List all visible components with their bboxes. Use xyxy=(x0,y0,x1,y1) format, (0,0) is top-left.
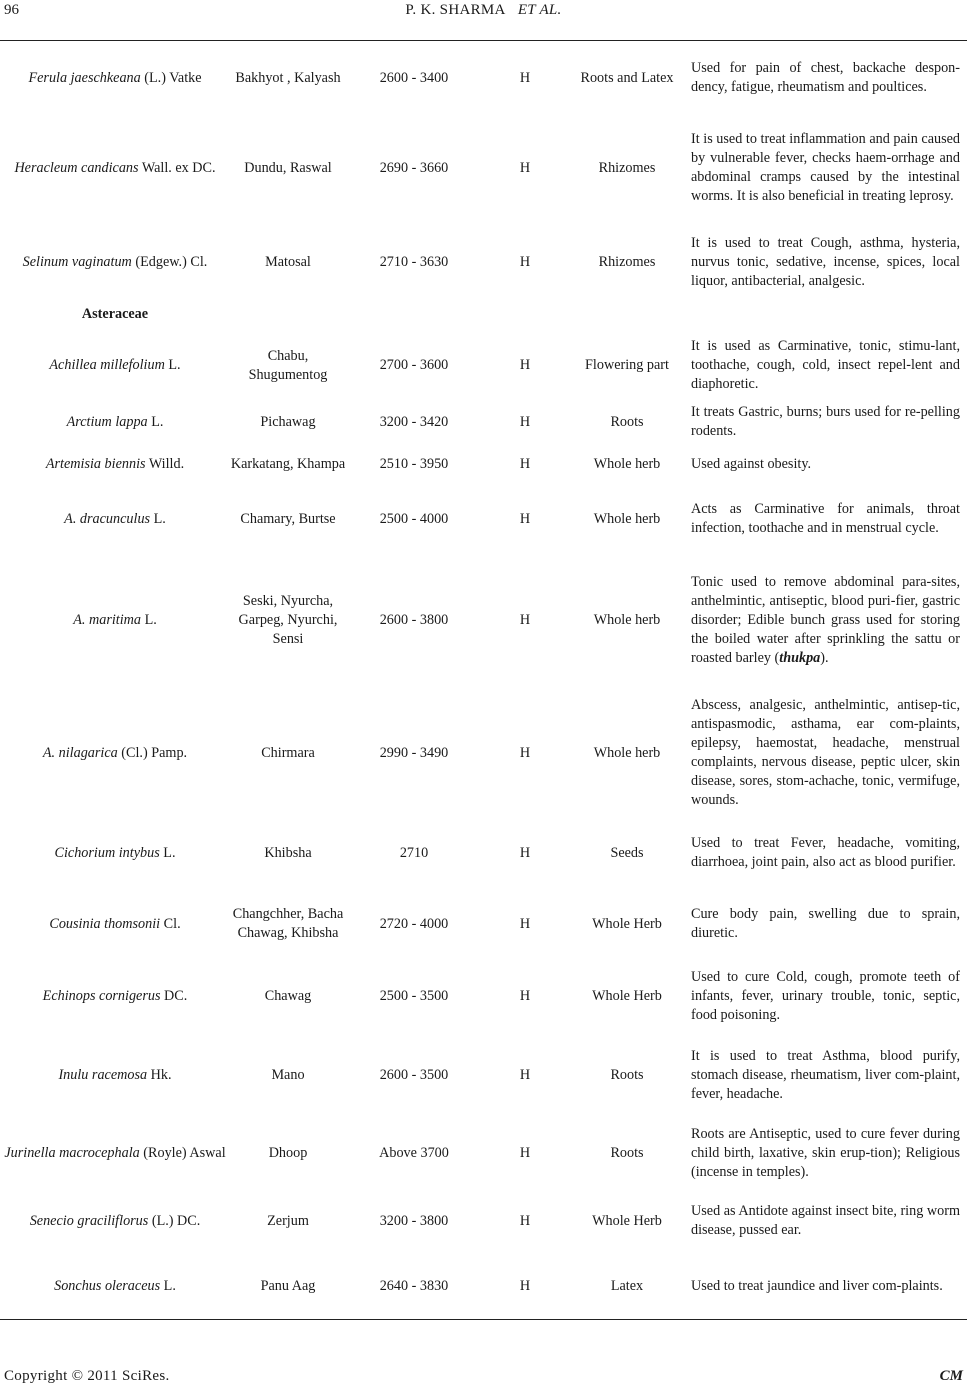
species-name xyxy=(73,611,157,630)
habit-cell: H xyxy=(519,1212,531,1229)
species-cell xyxy=(0,1194,230,1248)
species-name xyxy=(58,1066,171,1085)
local-name-cell: Seski, Nyurcha, Garpeg, Nyurchi, Sensi xyxy=(238,592,338,647)
local-name-cell: Matosal xyxy=(265,253,311,270)
species-cell xyxy=(0,492,230,546)
part-used-cell: Whole Herb xyxy=(592,1212,662,1229)
uses-cell xyxy=(691,1118,960,1188)
habit-cell: H xyxy=(519,1066,531,1083)
part-used-cell: Seeds xyxy=(610,844,644,861)
species-cell xyxy=(0,334,230,397)
species-name xyxy=(23,253,208,272)
altitude-cell: 2990 - 3490 xyxy=(379,744,449,761)
species-binomial: Cichorium intybus xyxy=(54,844,160,861)
table-row xyxy=(0,1038,967,1112)
part-used-cell: Whole herb xyxy=(593,510,661,527)
species-binomial: Echinops cornigerus xyxy=(42,987,161,1004)
uses-text xyxy=(691,500,960,538)
species-authority: L. xyxy=(147,413,164,430)
species-name xyxy=(28,69,201,88)
uses-main: Used for pain of chest, backache despon-dency, fatigue, rheumatism and poultices. xyxy=(691,60,960,95)
species-authority: L. xyxy=(159,844,176,861)
uses-cell xyxy=(691,1038,960,1112)
uses-main: It is used to treat Asthma, blood purify, stomach disease, rheumatism, liver com-plaint, fever, headache. xyxy=(691,1047,960,1102)
species-cell xyxy=(0,694,230,812)
part-used-cell: Rhizomes xyxy=(598,159,656,176)
species-binomial: Inulu racemosa xyxy=(58,1066,148,1083)
species-binomial: Artemisia biennis xyxy=(45,455,146,472)
altitude-cell: 2600 - 3800 xyxy=(379,611,449,628)
habit-cell: H xyxy=(519,455,531,472)
local-name-cell: Khibsha xyxy=(264,844,312,861)
uses-cell xyxy=(691,560,960,680)
table-row xyxy=(0,560,967,680)
species-cell xyxy=(0,1258,230,1314)
altitude-cell: 2710 - 3630 xyxy=(379,253,449,270)
species-authority: L. xyxy=(150,510,166,527)
uses-cell xyxy=(691,966,960,1026)
bottom-rule xyxy=(0,1319,967,1320)
altitude-cell: 2710 xyxy=(399,844,429,861)
habit-cell: H xyxy=(519,253,531,270)
species-authority: DC. xyxy=(160,987,188,1004)
uses-cell xyxy=(691,52,960,104)
species-binomial: Arctium lappa xyxy=(66,413,148,430)
altitude-cell: 2600 - 3500 xyxy=(379,1066,449,1083)
uses-text xyxy=(691,573,960,668)
species-binomial: Jurinella macrocephala xyxy=(4,1144,140,1161)
species-authority: Cl. xyxy=(160,915,181,932)
species-binomial: Achillea millefolium xyxy=(49,357,165,373)
table-row xyxy=(0,236,967,288)
species-authority: L. xyxy=(141,611,157,628)
table-row xyxy=(0,694,967,812)
species-cell xyxy=(0,1038,230,1112)
species-authority: (L.) Vatke xyxy=(140,69,202,86)
uses-cell xyxy=(691,826,960,880)
species-binomial: A. dracunculus xyxy=(64,510,151,527)
altitude-cell: Above 3700 xyxy=(379,1144,449,1161)
uses-cell xyxy=(691,694,960,812)
species-name xyxy=(67,413,164,432)
local-name-cell: Karkatang, Khampa xyxy=(230,455,346,472)
uses-cell xyxy=(691,1258,960,1314)
species-name xyxy=(55,844,176,863)
uses-cell xyxy=(691,112,960,224)
altitude-cell: 2720 - 4000 xyxy=(379,915,449,932)
uses-main: It treats Gastric, burns; burs used for re-pelling rodents. xyxy=(691,404,960,439)
species-authority: (L.) DC. xyxy=(148,1212,201,1229)
table-row xyxy=(0,1258,967,1314)
habit-cell: H xyxy=(519,844,531,861)
uses-text xyxy=(691,1277,960,1296)
altitude-cell: 2600 - 3400 xyxy=(379,69,449,86)
species-authority: (Edgew.) Cl. xyxy=(131,253,208,270)
habit-cell: H xyxy=(519,987,531,1004)
altitude-cell: 2500 - 3500 xyxy=(379,987,449,1004)
part-used-cell: Whole herb xyxy=(593,455,661,472)
copyright-notice: Copyright © 2011 SciRes. xyxy=(4,1368,170,1384)
uses-text xyxy=(691,403,960,441)
species-authority: Wall. ex DC. xyxy=(138,159,216,176)
species-cell xyxy=(0,404,230,440)
altitude-cell: 2690 - 3660 xyxy=(379,159,449,176)
species-cell xyxy=(0,560,230,680)
uses-cell xyxy=(691,1194,960,1248)
species-authority: L. xyxy=(160,1277,176,1294)
species-cell xyxy=(0,444,230,484)
running-head-et-al: ET AL. xyxy=(517,2,562,18)
species-binomial: Cousinia thomsonii xyxy=(49,915,161,932)
uses-main: Abscess, analgesic, anthelmintic, antisep-tic, antispasmodic, asthama, ear com-plaints, epilepsy, haemostat, headache, menstrual complaints, nervous disease, peptic ulcer, skin disease, sores, stom-achache, tonic, vermifuge, wounds. xyxy=(691,697,960,808)
habit-cell: H xyxy=(519,915,531,932)
species-name xyxy=(54,1277,176,1296)
uses-text xyxy=(691,1047,960,1104)
table-row xyxy=(0,1118,967,1188)
local-name-cell: Dhoop xyxy=(268,1144,308,1161)
species-binomial: Sonchus oleraceus xyxy=(54,1277,161,1294)
uses-cell xyxy=(691,334,960,397)
table-row xyxy=(0,826,967,880)
uses-text xyxy=(691,337,960,394)
uses-cell xyxy=(691,236,960,288)
altitude-cell: 2640 - 3830 xyxy=(379,1277,449,1294)
running-head-author: P. K. SHARMA xyxy=(405,2,506,18)
uses-text xyxy=(691,455,960,474)
part-used-cell: Flowering part xyxy=(585,357,669,373)
uses-cell xyxy=(691,492,960,546)
altitude-cell: 2510 - 3950 xyxy=(379,455,449,472)
family-heading: Asteraceae xyxy=(81,306,149,322)
uses-emphasis: thukpa xyxy=(779,649,821,666)
habit-cell: H xyxy=(519,357,531,373)
uses-main: Roots are Antiseptic, used to cure fever during child birth, laxative, skin erup-tion); Religious (incense in temples). xyxy=(691,1125,960,1180)
altitude-cell: 2700 - 3600 xyxy=(379,357,449,373)
uses-text xyxy=(691,968,960,1025)
local-name-cell: Pichawag xyxy=(260,413,316,430)
uses-cell xyxy=(691,444,960,484)
part-used-cell: Rhizomes xyxy=(598,253,656,270)
habit-cell: H xyxy=(519,510,531,527)
species-cell xyxy=(0,112,230,224)
uses-main: Used to treat Fever, headache, vomiting, diarrhoea, joint pain, also act as blood purifier. xyxy=(691,835,960,870)
uses-main: Acts as Carminative for animals, throat infection, toothache and in menstrual cycle. xyxy=(691,501,960,536)
species-binomial: Senecio graciliflorus xyxy=(29,1212,149,1229)
species-authority: (Cl.) Pamp. xyxy=(117,744,188,761)
species-binomial: A. nilagarica xyxy=(42,744,118,761)
species-name xyxy=(49,356,180,375)
table-row xyxy=(0,1194,967,1248)
table-row xyxy=(0,404,967,440)
species-name xyxy=(14,159,215,178)
uses-main: It is used as Carminative, tonic, stimu-lant, toothache, cough, cold, insect repel-lent and diaphoretic. xyxy=(691,338,960,392)
local-name-cell: Bakhyot , Kalyash xyxy=(235,69,341,86)
local-name-cell: Chirmara xyxy=(261,744,315,761)
species-cell xyxy=(0,892,230,956)
uses-main: Used against obesity. xyxy=(691,455,812,472)
species-name xyxy=(49,915,180,934)
table-row xyxy=(0,112,967,224)
habit-cell: H xyxy=(519,69,531,86)
part-used-cell: Whole Herb xyxy=(592,987,662,1004)
uses-text xyxy=(691,1125,960,1182)
uses-cell xyxy=(691,892,960,956)
table-row xyxy=(0,444,967,484)
local-name-cell: Chawag xyxy=(264,987,312,1004)
uses-text xyxy=(691,696,960,810)
local-name-cell: Panu Aag xyxy=(260,1277,316,1294)
species-binomial: Heracleum candicans xyxy=(14,159,139,176)
page-number: 96 xyxy=(4,2,19,18)
uses-main: Used to treat jaundice and liver com-plaints. xyxy=(691,1277,943,1294)
table-row xyxy=(0,52,967,104)
local-name-cell: Chamary, Burtse xyxy=(240,510,336,527)
local-name-cell: Zerjum xyxy=(267,1212,309,1229)
part-used-cell: Whole Herb xyxy=(592,915,662,932)
part-used-cell: Latex xyxy=(610,1277,644,1294)
altitude-cell: 2500 - 4000 xyxy=(379,510,449,527)
uses-main: Used to cure Cold, cough, promote teeth of infants, fever, urinary trouble, tonic, septic, food poisoning. xyxy=(691,968,960,1023)
uses-text xyxy=(691,834,960,872)
species-cell xyxy=(0,236,230,288)
local-name-cell: Changchher, Bacha Chawag, Khibsha xyxy=(232,906,344,941)
uses-cell xyxy=(691,404,960,440)
species-name xyxy=(46,455,184,474)
habit-cell: H xyxy=(519,1144,531,1161)
species-authority: Hk. xyxy=(147,1066,172,1083)
table-row xyxy=(0,492,967,546)
habit-cell: H xyxy=(519,413,531,430)
species-name xyxy=(4,1144,225,1163)
species-binomial: A. maritima xyxy=(73,611,142,628)
local-name-cell: Mano xyxy=(271,1066,305,1083)
species-binomial: Selinum vaginatum xyxy=(22,253,132,270)
part-used-cell: Whole herb xyxy=(593,744,661,761)
altitude-cell: 3200 - 3420 xyxy=(379,413,449,430)
species-cell xyxy=(0,52,230,104)
species-cell xyxy=(0,826,230,880)
part-used-cell: Roots and Latex xyxy=(580,69,674,86)
habit-cell: H xyxy=(519,159,531,176)
journal-abbrev: CM xyxy=(939,1368,963,1384)
uses-text xyxy=(691,1202,960,1240)
habit-cell: H xyxy=(519,744,531,761)
uses-text xyxy=(691,59,960,97)
uses-text xyxy=(691,130,960,206)
part-used-cell: Whole herb xyxy=(593,611,661,628)
species-name xyxy=(43,744,187,763)
uses-text xyxy=(691,905,960,943)
species-name xyxy=(64,510,166,529)
species-authority: Willd. xyxy=(145,455,185,472)
uses-main: Tonic used to remove abdominal para-sites, anthelmintic, antiseptic, blood puri-fier, gastric disorder; Edible bunch grass used for storing the boiled water after sprinkling the sattu or roasted barley ( xyxy=(691,573,960,666)
habit-cell: H xyxy=(519,1277,531,1294)
species-name xyxy=(30,1212,201,1231)
part-used-cell: Roots xyxy=(610,1144,644,1161)
species-binomial: Ferula jaeschkeana xyxy=(28,69,141,86)
uses-main: Cure body pain, swelling due to sprain, diuretic. xyxy=(691,906,960,941)
table-row xyxy=(0,892,967,956)
uses-main: It is used to treat inflammation and pain caused by vulnerable fever, checks haem-orrhage and abdominal cramps caused by the intestinal worms. It is also beneficial in treating leprosy. xyxy=(691,131,960,204)
local-name-cell: Chabu, Shugumentog xyxy=(248,347,328,383)
uses-main: Used as Antidote against insect bite, ring worm disease, pussed ear. xyxy=(691,1203,960,1238)
species-cell xyxy=(0,1118,230,1188)
table-row xyxy=(0,334,967,397)
species-cell xyxy=(0,966,230,1026)
species-name xyxy=(43,987,188,1006)
species-authority: L. xyxy=(164,357,181,373)
species-authority: (Royle) Aswal xyxy=(139,1144,226,1161)
part-used-cell: Roots xyxy=(610,413,644,430)
uses-main: It is used to treat Cough, asthma, hysteria, nurvus tonic, sedative, incense, spices, local liquor, antibacterial, analgesic. xyxy=(691,234,960,289)
local-name-cell: Dundu, Raswal xyxy=(244,159,332,176)
table-row xyxy=(0,966,967,1026)
uses-text xyxy=(691,234,960,291)
part-used-cell: Roots xyxy=(610,1066,644,1083)
altitude-cell: 3200 - 3800 xyxy=(379,1212,449,1229)
uses-tail: ). xyxy=(820,649,829,666)
habit-cell: H xyxy=(519,611,531,628)
